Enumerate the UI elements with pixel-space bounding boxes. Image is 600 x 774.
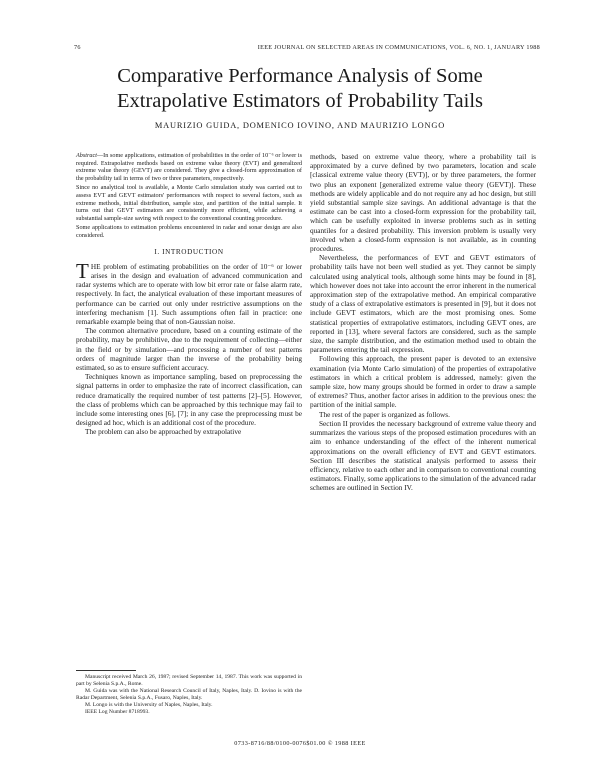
footnote-manuscript: Manuscript received March 26, 1987; revised September 14, 1987. This work was supported in part by Selenia S.p.A., Rome. bbox=[76, 674, 302, 687]
abstract-paragraph-2: Since no analytical tool is available, a Monte Carlo simulation study was carried out to assess EVT and GEVT estimators' performances with respect to several factors, such as extreme methods, initial distribution, sample size, and partition of the initial sample. It turns out that GEVT estimators are consistently more efficient, while achieving a substantial sample-size saving with respect to the conventional counting procedure. bbox=[76, 184, 302, 222]
running-head bbox=[74, 44, 540, 56]
intro-paragraph-3: Techniques known as importance sampling, based on preprocessing the signal patterns in order to emphasize the rate of incorrect classification, can reduce dramatically the required number of test patterns [2]–[5]. However, the class of problems which can be approached by this technique may fail to include some interesting ones [6], [7]; in any case the preprocessing must be designed ad hoc, which is an additional cost of the procedure. bbox=[76, 372, 302, 428]
intro-paragraph-4: The problem can also be approached by extrapolative bbox=[85, 427, 242, 437]
abstract-text: —In some applications, estimation of probabilities in the order of 10⁻⁶ or lower is required. Extrapolative methods based on extreme value theory (EVT) and generalized extreme value theory (GEVT) are considered. They give a closed-form approximation of the probability tail in terms of two or three parameters, respectively. bbox=[76, 152, 302, 182]
intro-paragraph-2: The common alternative procedure, based on a counting estimate of the probability, may be prohibitive, due to the requirement of collecting—either in the field or by simulation—and processing a number of test patterns orders of magnitude larger than the inverse of the probability being estimated, so as to ensure sufficient accuracy. bbox=[76, 326, 302, 372]
abstract-label: Abstract bbox=[76, 152, 97, 159]
paper-title bbox=[60, 64, 540, 114]
right-paragraph-2: Nevertheless, the performances of EVT and GEVT estimators of probability tails have not been well studied as yet. They cannot be simply calculated using analytical tools, although some hints may be found in [8], which however does not take into account the error inherent in the numerical approximation step of the extrapolative method. An empirical comparative study of a class of extrapolative estimators is presented in [9], but it does not include GEVT estimators, which are the most promising ones. Some statistical properties of extrapolative estimators, including GEVT ones, are reported in [13], where several factors are considered, such as the sample size, the sample distribution, and the estimation method used to obtain the parameters entering the tail expression. bbox=[310, 253, 536, 355]
journal-line: IEEE JOURNAL ON SELECTED AREAS IN COMMUNICATIONS, VOL. 6, NO. 1, JANUARY 1988 bbox=[257, 44, 540, 51]
left-column bbox=[76, 152, 302, 437]
right-paragraph-5: Section II provides the necessary background of extreme value theory and summarizes the various steps of the proposed estimation procedures with an aim to enhance understanding of the effect of the inherent numerical approximations on the overall efficiency of EVT and GEVT estimators. Section III describes the statistical analysis performed to assess their efficiency, relative to each other and in comparison to conventional counting estimators. Finally, some applications to the simulation of the advanced radar schemes are outlined in Section IV. bbox=[310, 418, 536, 493]
copyright-line: 0733-8716/88/0100-0076$01.00 © 1988 IEEE bbox=[234, 740, 366, 747]
footnote-block bbox=[76, 670, 302, 716]
author-list: MAURIZIO GUIDA, DOMENICO IOVINO, AND MAURIZIO LONGO bbox=[154, 121, 446, 130]
footnote-affiliation-2: M. Longo is with the University of Naples, Naples, Italy. bbox=[85, 702, 213, 708]
right-column bbox=[310, 152, 536, 493]
right-paragraph-4: The rest of the paper is organized as follows. bbox=[319, 409, 450, 419]
footnote-affiliation-1: M. Guida was with the National Research Council of Italy, Naples, Italy. D. Iovino is with the Radar Department, Selenia S.p.A., Fusaro, Naples, Italy. bbox=[76, 688, 302, 701]
footnote-log-number: IEEE Log Number 8718993. bbox=[85, 709, 150, 715]
intro-paragraph-1-text: HE problem of estimating probabilities on the order of 10⁻⁶ or lower arises in the design and evaluation of advanced communication and radar systems which are to operate with low bit error rate or false alarm rate, respectively. In fact, the analytical evaluation of these important measures of performance can be carried out only under restrictive assumptions on the interfering mechanism [1]. Such assumptions often fail in practice: one remarkable example being that of non-Gaussian noise. bbox=[76, 261, 302, 326]
page-number: 76 bbox=[74, 44, 81, 51]
drop-cap: T bbox=[76, 258, 89, 283]
footnote-rule bbox=[76, 670, 136, 671]
abstract-paragraph bbox=[76, 152, 302, 182]
right-paragraph-1: methods, based on extreme value theory, where a probability tail is approximated by a curve defined by two parameters, location and scale [classical extreme value theory (EVT)], or by three parameters, the former two plus an exponent [generalized extreme value theory (GEVT)]. These methods are widely applicable and do not require any ad hoc design, but still yield substantial sample size savings. An additional advantage is that the estimate can be cast into a closed-form expression for the probability tail, which can be usefully exploited in inverse problems such as in setting quantiles for a desired probability. This inversion problem is usually very involved when a closed-form expression is not available, as in counting procedures. bbox=[310, 152, 536, 254]
title-line-2: Extrapolative Estimators of Probability Tails bbox=[117, 90, 483, 112]
right-paragraph-3: Following this approach, the present paper is devoted to an extensive examination (via Monte Carlo simulation) of the properties of extrapolative estimators in which a critical problem is addressed, namely: given the sample size, how many groups should be formed in order to draw a sample of extremes? Thus, another factor arises in addition to the previous ones: the partition of the initial sample. bbox=[310, 354, 536, 410]
section-heading-introduction: I. INTRODUCTION bbox=[154, 247, 224, 256]
abstract-paragraph-3: Some applications to estimation problems encountered in radar and sonar design are also considered. bbox=[76, 224, 302, 239]
intro-paragraph-1 bbox=[76, 258, 302, 326]
title-line-1: Comparative Performance Analysis of Some bbox=[117, 65, 483, 87]
